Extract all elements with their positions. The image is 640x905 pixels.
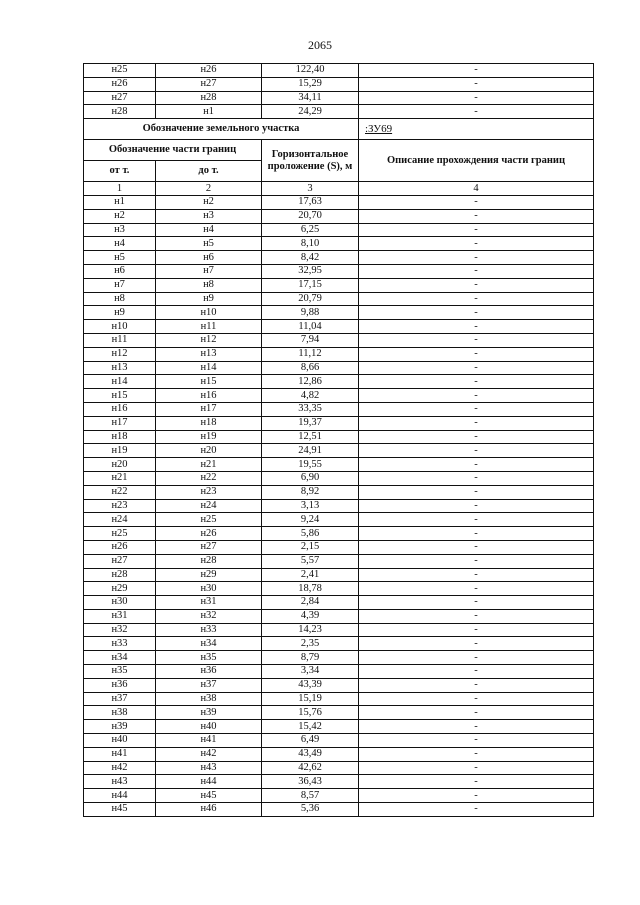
segment-length: 33,35	[262, 402, 359, 416]
segment-description: -	[359, 389, 594, 403]
segment-description: -	[359, 775, 594, 789]
point-from: н7	[84, 278, 156, 292]
table-row	[84, 761, 594, 775]
segment-description: -	[359, 665, 594, 679]
point-to: н15	[156, 375, 262, 389]
segment-description: -	[359, 637, 594, 651]
table-row	[84, 64, 594, 78]
point-to: н7	[156, 264, 262, 278]
segment-description: -	[359, 485, 594, 499]
column-number-4: 4	[359, 182, 594, 196]
segment-description: -	[359, 264, 594, 278]
segment-description: -	[359, 223, 594, 237]
segment-length: 9,24	[262, 513, 359, 527]
segment-description: -	[359, 430, 594, 444]
table-row	[84, 91, 594, 105]
point-to: н17	[156, 402, 262, 416]
point-to: н6	[156, 251, 262, 265]
point-from: н26	[84, 77, 156, 91]
segment-description: -	[359, 306, 594, 320]
point-to: н44	[156, 775, 262, 789]
segment-description: -	[359, 761, 594, 775]
point-from: н32	[84, 623, 156, 637]
point-to: н35	[156, 651, 262, 665]
point-from: н25	[84, 64, 156, 78]
segment-description: -	[359, 513, 594, 527]
point-from: н16	[84, 402, 156, 416]
segment-length: 19,37	[262, 416, 359, 430]
boundary-table	[83, 63, 594, 817]
header-length: Горизонтальное проложение (S), м	[262, 140, 359, 182]
segment-length: 11,12	[262, 347, 359, 361]
point-to: н21	[156, 458, 262, 472]
segment-length: 19,55	[262, 458, 359, 472]
segment-description: -	[359, 64, 594, 78]
segment-description: -	[359, 458, 594, 472]
point-from: н40	[84, 734, 156, 748]
previous-parcel-rows	[84, 64, 594, 119]
table-row	[84, 416, 594, 430]
segment-description: -	[359, 734, 594, 748]
point-to: н22	[156, 471, 262, 485]
segment-length: 5,86	[262, 527, 359, 541]
point-from: н38	[84, 706, 156, 720]
segment-description: -	[359, 706, 594, 720]
segment-length: 2,41	[262, 568, 359, 582]
table-row	[84, 77, 594, 91]
segment-length: 8,42	[262, 251, 359, 265]
table-row	[84, 195, 594, 209]
point-to: н2	[156, 195, 262, 209]
table-row	[84, 637, 594, 651]
table-row	[84, 789, 594, 803]
segment-length: 11,04	[262, 320, 359, 334]
segment-length: 8,92	[262, 485, 359, 499]
point-from: н42	[84, 761, 156, 775]
point-to: н28	[156, 91, 262, 105]
point-from: н45	[84, 803, 156, 817]
segment-length: 12,51	[262, 430, 359, 444]
table-row	[84, 485, 594, 499]
table-row	[84, 651, 594, 665]
segment-length: 9,88	[262, 306, 359, 320]
point-to: н4	[156, 223, 262, 237]
segment-description: -	[359, 333, 594, 347]
table-row	[84, 692, 594, 706]
point-from: н21	[84, 471, 156, 485]
point-to: н43	[156, 761, 262, 775]
table-row	[84, 665, 594, 679]
segment-length: 15,19	[262, 692, 359, 706]
point-from: н41	[84, 747, 156, 761]
point-to: н37	[156, 678, 262, 692]
segment-length: 18,78	[262, 582, 359, 596]
segment-length: 20,70	[262, 209, 359, 223]
segment-description: -	[359, 554, 594, 568]
segment-description: -	[359, 416, 594, 430]
table-row	[84, 471, 594, 485]
table-row	[84, 609, 594, 623]
point-from: н17	[84, 416, 156, 430]
point-to: н18	[156, 416, 262, 430]
segment-description: -	[359, 651, 594, 665]
segment-description: -	[359, 251, 594, 265]
point-to: н20	[156, 444, 262, 458]
segment-description: -	[359, 444, 594, 458]
table-row	[84, 513, 594, 527]
table-row	[84, 375, 594, 389]
point-to: н45	[156, 789, 262, 803]
segment-description: -	[359, 803, 594, 817]
point-from: н10	[84, 320, 156, 334]
segment-length: 32,95	[262, 264, 359, 278]
segment-length: 36,43	[262, 775, 359, 789]
point-to: н26	[156, 64, 262, 78]
point-to: н46	[156, 803, 262, 817]
table-row	[84, 747, 594, 761]
column-number-3: 3	[262, 182, 359, 196]
point-to: н33	[156, 623, 262, 637]
table-row	[84, 389, 594, 403]
table-row	[84, 361, 594, 375]
segment-description: -	[359, 278, 594, 292]
segment-description: -	[359, 678, 594, 692]
point-to: н5	[156, 237, 262, 251]
point-to: н14	[156, 361, 262, 375]
table-row	[84, 734, 594, 748]
point-from: н2	[84, 209, 156, 223]
segment-description: -	[359, 747, 594, 761]
point-from: н1	[84, 195, 156, 209]
point-from: н28	[84, 568, 156, 582]
point-from: н9	[84, 306, 156, 320]
column-number-1: 1	[84, 182, 156, 196]
point-from: н14	[84, 375, 156, 389]
point-from: н8	[84, 292, 156, 306]
point-to: н40	[156, 720, 262, 734]
table-row	[84, 775, 594, 789]
point-to: н28	[156, 554, 262, 568]
table-row	[84, 402, 594, 416]
table-row	[84, 223, 594, 237]
point-to: н10	[156, 306, 262, 320]
segment-length: 2,84	[262, 596, 359, 610]
segment-description: -	[359, 499, 594, 513]
table-row	[84, 430, 594, 444]
segment-description: -	[359, 320, 594, 334]
point-from: н43	[84, 775, 156, 789]
table-row	[84, 292, 594, 306]
table-row	[84, 347, 594, 361]
table-row	[84, 554, 594, 568]
segment-length: 8,66	[262, 361, 359, 375]
segment-description: -	[359, 789, 594, 803]
segment-length: 24,29	[262, 105, 359, 119]
segment-length: 6,90	[262, 471, 359, 485]
point-to: н1	[156, 105, 262, 119]
point-from: н23	[84, 499, 156, 513]
point-to: н8	[156, 278, 262, 292]
table-row	[84, 540, 594, 554]
point-from: н25	[84, 527, 156, 541]
segment-length: 34,11	[262, 91, 359, 105]
segment-length: 3,13	[262, 499, 359, 513]
point-from: н6	[84, 264, 156, 278]
table-row	[84, 499, 594, 513]
segment-length: 14,23	[262, 623, 359, 637]
table-row	[84, 306, 594, 320]
table-row	[84, 596, 594, 610]
segment-length: 5,36	[262, 803, 359, 817]
point-from: н3	[84, 223, 156, 237]
point-from: н36	[84, 678, 156, 692]
point-to: н16	[156, 389, 262, 403]
point-to: н3	[156, 209, 262, 223]
point-from: н44	[84, 789, 156, 803]
table-row	[84, 237, 594, 251]
segment-description: -	[359, 105, 594, 119]
segment-length: 15,42	[262, 720, 359, 734]
point-from: н24	[84, 513, 156, 527]
point-to: н30	[156, 582, 262, 596]
point-to: н24	[156, 499, 262, 513]
segment-length: 3,34	[262, 665, 359, 679]
segment-description: -	[359, 596, 594, 610]
table-row	[84, 803, 594, 817]
segment-description: -	[359, 375, 594, 389]
segment-description: -	[359, 91, 594, 105]
point-from: н19	[84, 444, 156, 458]
table-row	[84, 678, 594, 692]
point-to: н9	[156, 292, 262, 306]
segment-description: -	[359, 568, 594, 582]
column-number-2: 2	[156, 182, 262, 196]
segment-length: 20,79	[262, 292, 359, 306]
segment-description: -	[359, 471, 594, 485]
segment-length: 17,15	[262, 278, 359, 292]
segment-length: 122,40	[262, 64, 359, 78]
segment-length: 8,57	[262, 789, 359, 803]
point-to: н38	[156, 692, 262, 706]
table-row	[84, 623, 594, 637]
segment-description: -	[359, 195, 594, 209]
point-from: н39	[84, 720, 156, 734]
point-from: н12	[84, 347, 156, 361]
table-row	[84, 706, 594, 720]
point-to: н41	[156, 734, 262, 748]
parcel-label: Обозначение земельного участка	[84, 119, 359, 140]
point-from: н27	[84, 554, 156, 568]
point-from: н11	[84, 333, 156, 347]
point-from: н35	[84, 665, 156, 679]
point-to: н12	[156, 333, 262, 347]
segment-length: 2,35	[262, 637, 359, 651]
segment-description: -	[359, 692, 594, 706]
page-number: 2065	[308, 38, 332, 52]
point-from: н18	[84, 430, 156, 444]
segment-description: -	[359, 237, 594, 251]
point-to: н31	[156, 596, 262, 610]
point-to: н42	[156, 747, 262, 761]
table-row	[84, 278, 594, 292]
point-to: н23	[156, 485, 262, 499]
point-from: н20	[84, 458, 156, 472]
point-to: н11	[156, 320, 262, 334]
segment-length: 5,57	[262, 554, 359, 568]
table-row	[84, 527, 594, 541]
segment-length: 8,79	[262, 651, 359, 665]
segment-length: 15,29	[262, 77, 359, 91]
segment-description: -	[359, 720, 594, 734]
point-from: н33	[84, 637, 156, 651]
header-to: до т.	[156, 161, 262, 182]
segment-length: 6,49	[262, 734, 359, 748]
segment-length: 12,86	[262, 375, 359, 389]
point-to: н26	[156, 527, 262, 541]
table-row	[84, 333, 594, 347]
boundary-rows	[84, 195, 594, 816]
point-from: н29	[84, 582, 156, 596]
point-from: н34	[84, 651, 156, 665]
point-to: н39	[156, 706, 262, 720]
point-to: н19	[156, 430, 262, 444]
segment-length: 6,25	[262, 223, 359, 237]
header-part: Обозначение части границ	[84, 140, 262, 161]
point-to: н27	[156, 540, 262, 554]
segment-description: -	[359, 609, 594, 623]
segment-length: 8,10	[262, 237, 359, 251]
point-from: н15	[84, 389, 156, 403]
header-description: Описание прохождения части границ	[359, 140, 594, 182]
table-row	[84, 444, 594, 458]
segment-description: -	[359, 623, 594, 637]
segment-description: -	[359, 292, 594, 306]
segment-description: -	[359, 402, 594, 416]
point-to: н36	[156, 665, 262, 679]
point-from: н5	[84, 251, 156, 265]
segment-length: 2,15	[262, 540, 359, 554]
segment-length: 4,39	[262, 609, 359, 623]
segment-description: -	[359, 361, 594, 375]
parcel-value: :ЗУ69	[359, 119, 594, 140]
point-from: н13	[84, 361, 156, 375]
point-from: н37	[84, 692, 156, 706]
segment-length: 43,39	[262, 678, 359, 692]
table-row	[84, 320, 594, 334]
point-to: н29	[156, 568, 262, 582]
segment-length: 15,76	[262, 706, 359, 720]
point-to: н32	[156, 609, 262, 623]
segment-description: -	[359, 77, 594, 91]
table-row	[84, 720, 594, 734]
segment-length: 24,91	[262, 444, 359, 458]
segment-length: 42,62	[262, 761, 359, 775]
table-row	[84, 264, 594, 278]
point-to: н13	[156, 347, 262, 361]
segment-description: -	[359, 347, 594, 361]
table-row	[84, 458, 594, 472]
header-from: от т.	[84, 161, 156, 182]
segment-description: -	[359, 540, 594, 554]
table-header	[84, 119, 594, 196]
segment-description: -	[359, 527, 594, 541]
point-from: н31	[84, 609, 156, 623]
segment-length: 4,82	[262, 389, 359, 403]
segment-length: 43,49	[262, 747, 359, 761]
point-from: н30	[84, 596, 156, 610]
point-from: н28	[84, 105, 156, 119]
point-to: н34	[156, 637, 262, 651]
point-from: н26	[84, 540, 156, 554]
segment-description: -	[359, 582, 594, 596]
point-from: н4	[84, 237, 156, 251]
table-row	[84, 251, 594, 265]
table-row	[84, 105, 594, 119]
table-row	[84, 568, 594, 582]
segment-description: -	[359, 209, 594, 223]
point-from: н27	[84, 91, 156, 105]
table-row	[84, 209, 594, 223]
point-to: н25	[156, 513, 262, 527]
point-to: н27	[156, 77, 262, 91]
point-from: н22	[84, 485, 156, 499]
segment-length: 7,94	[262, 333, 359, 347]
segment-length: 17,63	[262, 195, 359, 209]
table-row	[84, 582, 594, 596]
